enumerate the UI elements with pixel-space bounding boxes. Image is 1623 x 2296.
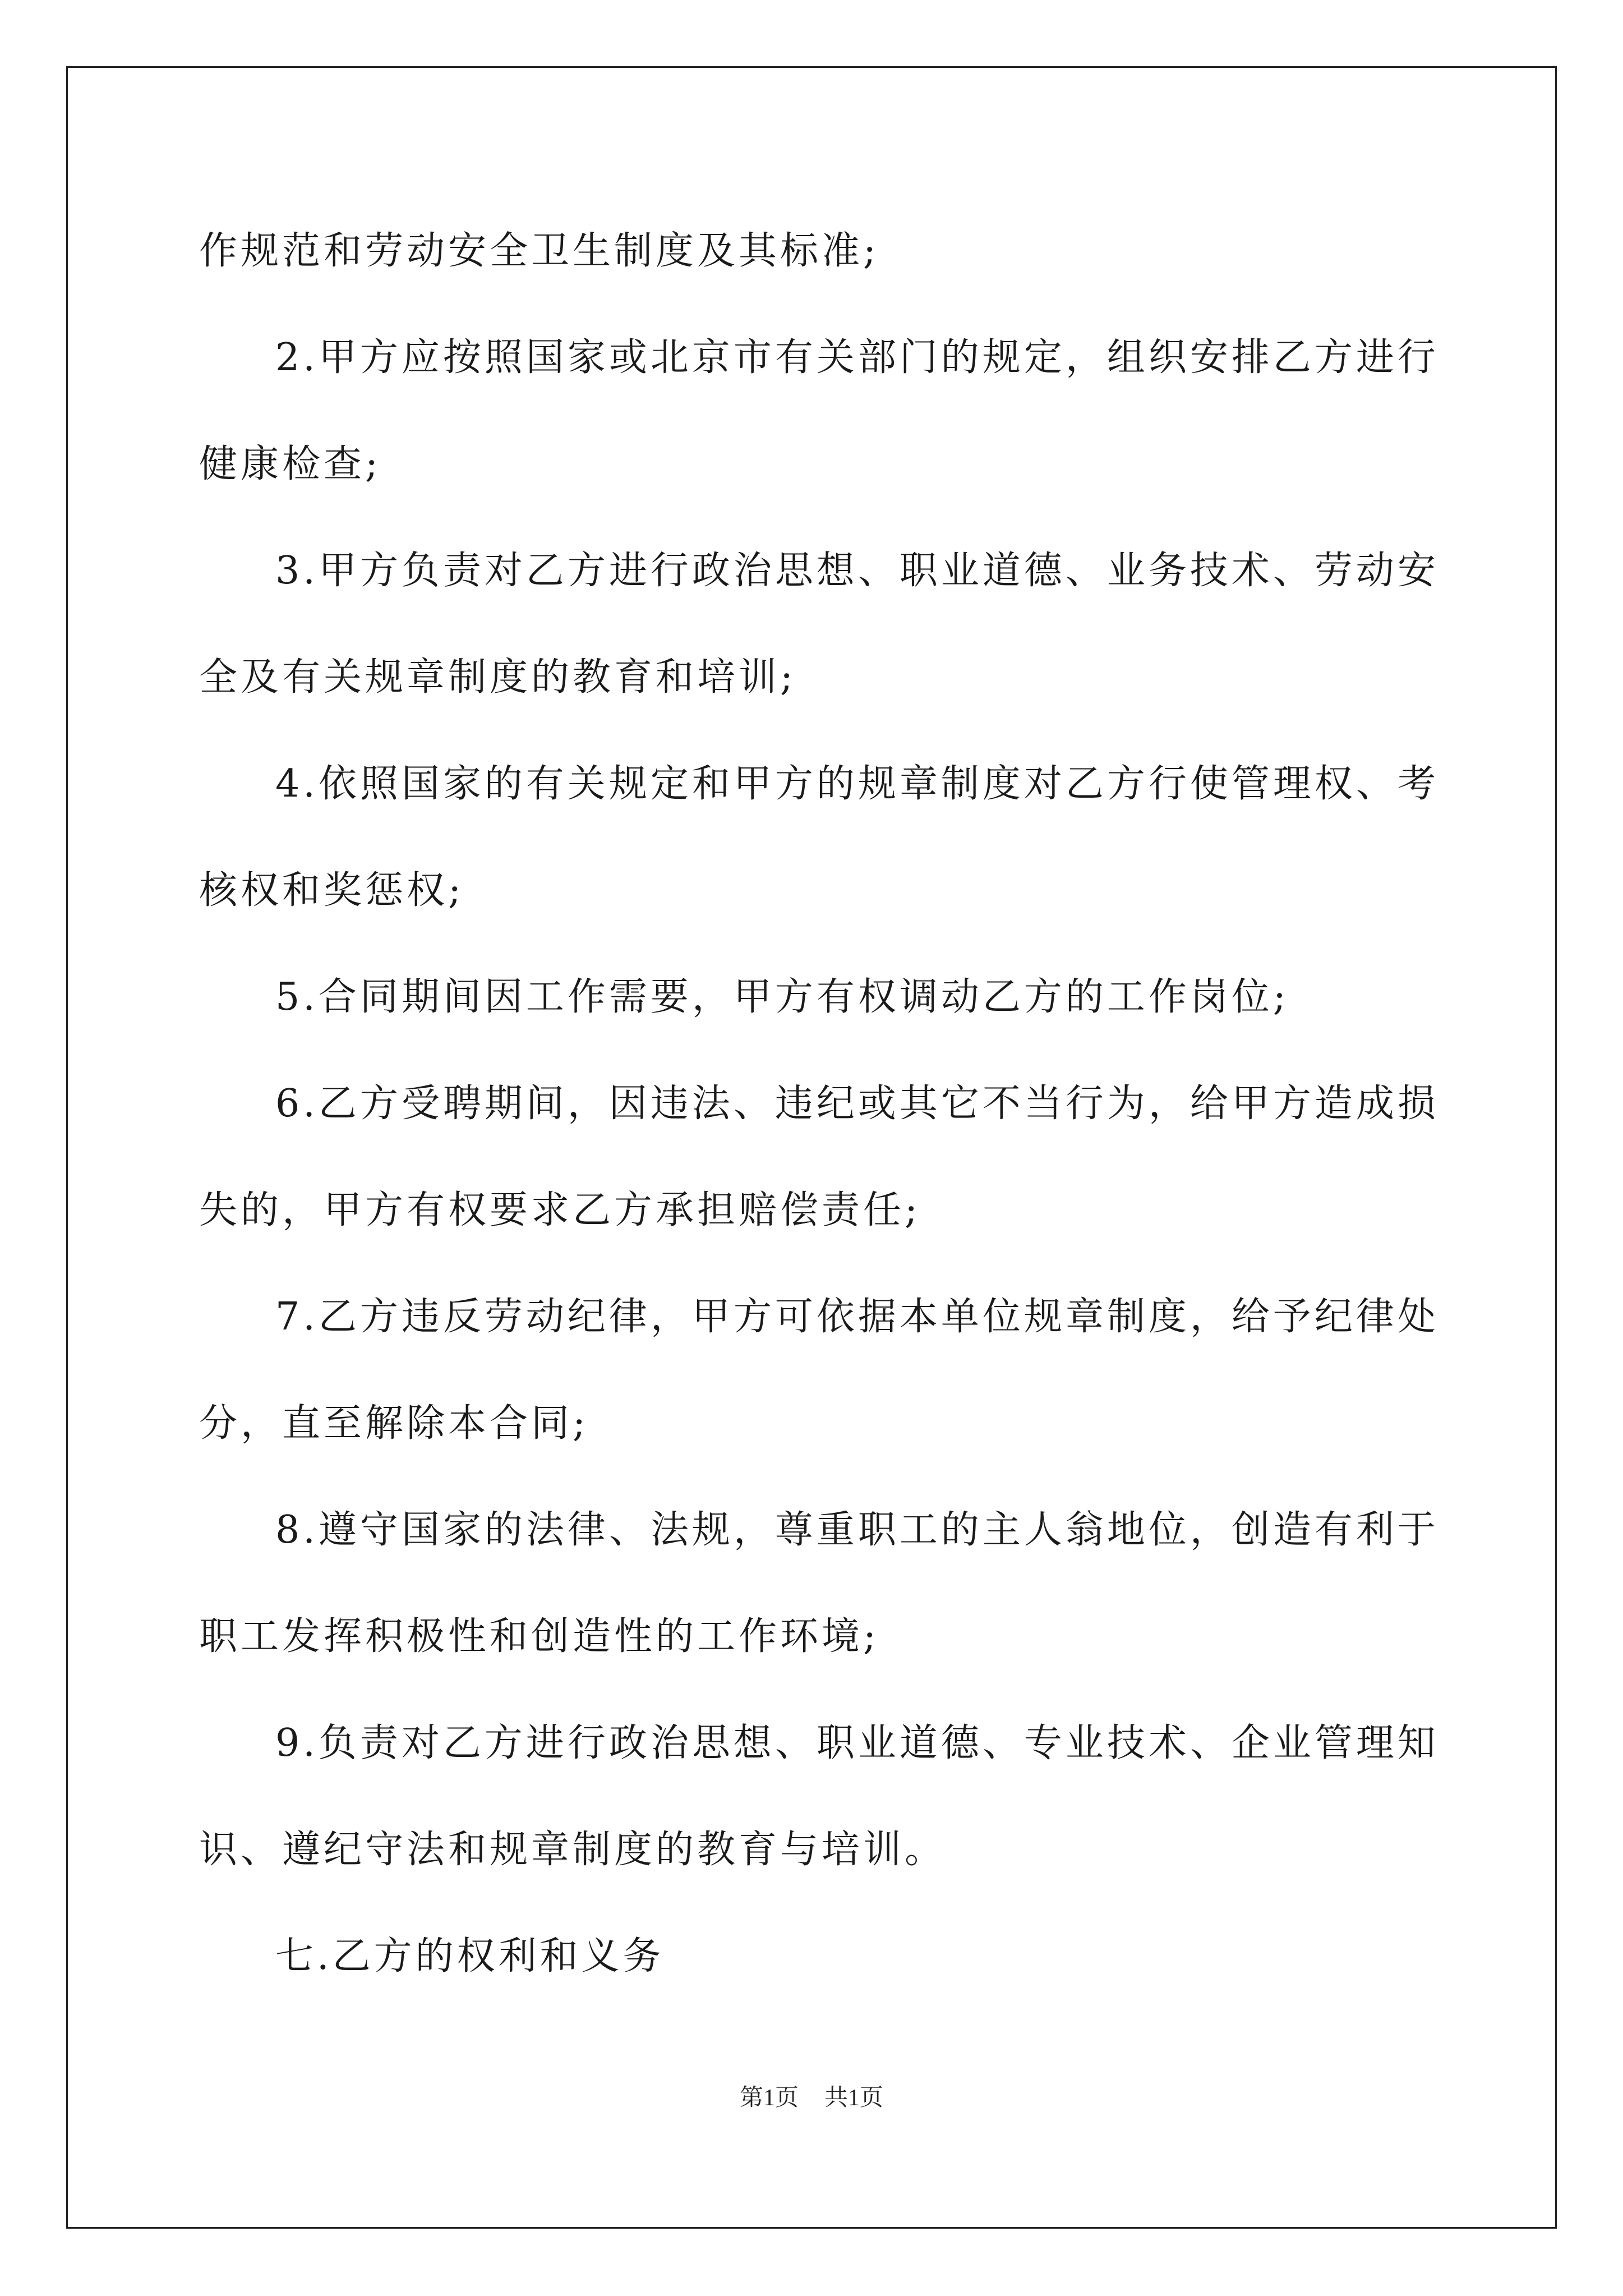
paragraph-9 <box>199 1717 1439 1877</box>
paragraph-1 <box>199 224 1433 278</box>
page-total: 共1页 <box>824 2085 884 2111</box>
paragraph-line: 4.依照国家的有关规定和甲方的规章制度对乙方行使管理权、考 <box>275 762 1439 806</box>
paragraph-6 <box>199 1077 1439 1237</box>
page-footer <box>0 2084 1623 2112</box>
paragraph-line: 作规范和劳动安全卫生制度及其标准; <box>199 229 879 273</box>
paragraph-5 <box>199 970 1433 1024</box>
paragraph-line: 识、遵纪守法和规章制度的教育与培训。 <box>199 1828 947 1872</box>
paragraph-3 <box>199 544 1439 705</box>
section-heading <box>199 1930 1433 1984</box>
paragraph-line: 核权和奖惩权; <box>199 868 464 913</box>
paragraph-7 <box>199 1290 1439 1451</box>
paragraph-8 <box>199 1503 1439 1664</box>
paragraph-line: 6.乙方受聘期间，因违法、违纪或其它不当行为，给甲方造成损 <box>275 1082 1439 1126</box>
paragraph-line: 9.负责对乙方进行政治思想、职业道德、专业技术、企业管理知 <box>275 1721 1439 1765</box>
section-heading-text: 七.乙方的权利和义务 <box>275 1934 665 1978</box>
page-number: 第1页 <box>739 2085 799 2111</box>
paragraph-line: 3.甲方负责对乙方进行政治思想、职业道德、业务技术、劳动安 <box>275 549 1439 593</box>
paragraph-line: 职工发挥积极性和创造性的工作环境; <box>199 1614 879 1659</box>
paragraph-line: 健康检查; <box>199 442 381 486</box>
paragraph-line: 8.遵守国家的法律、法规，尊重职工的主人翁地位，创造有利于 <box>275 1508 1439 1552</box>
paragraph-line: 全及有关规章制度的教育和培训; <box>199 655 796 700</box>
paragraph-line: 5.合同期间因工作需要，甲方有权调动乙方的工作岗位; <box>275 975 1289 1019</box>
paragraph-line: 分，直至解除本合同; <box>199 1401 589 1446</box>
paragraph-line: 7.乙方违反劳动纪律，甲方可依据本单位规章制度，给予纪律处 <box>275 1295 1439 1339</box>
paragraph-4 <box>199 757 1439 918</box>
paragraph-2 <box>199 331 1439 491</box>
paragraph-line: 失的，甲方有权要求乙方承担赔偿责任; <box>199 1188 921 1232</box>
paragraph-line: 2.甲方应按照国家或北京市有关部门的规定，组织安排乙方进行 <box>275 335 1439 380</box>
document-body <box>199 224 1439 2036</box>
